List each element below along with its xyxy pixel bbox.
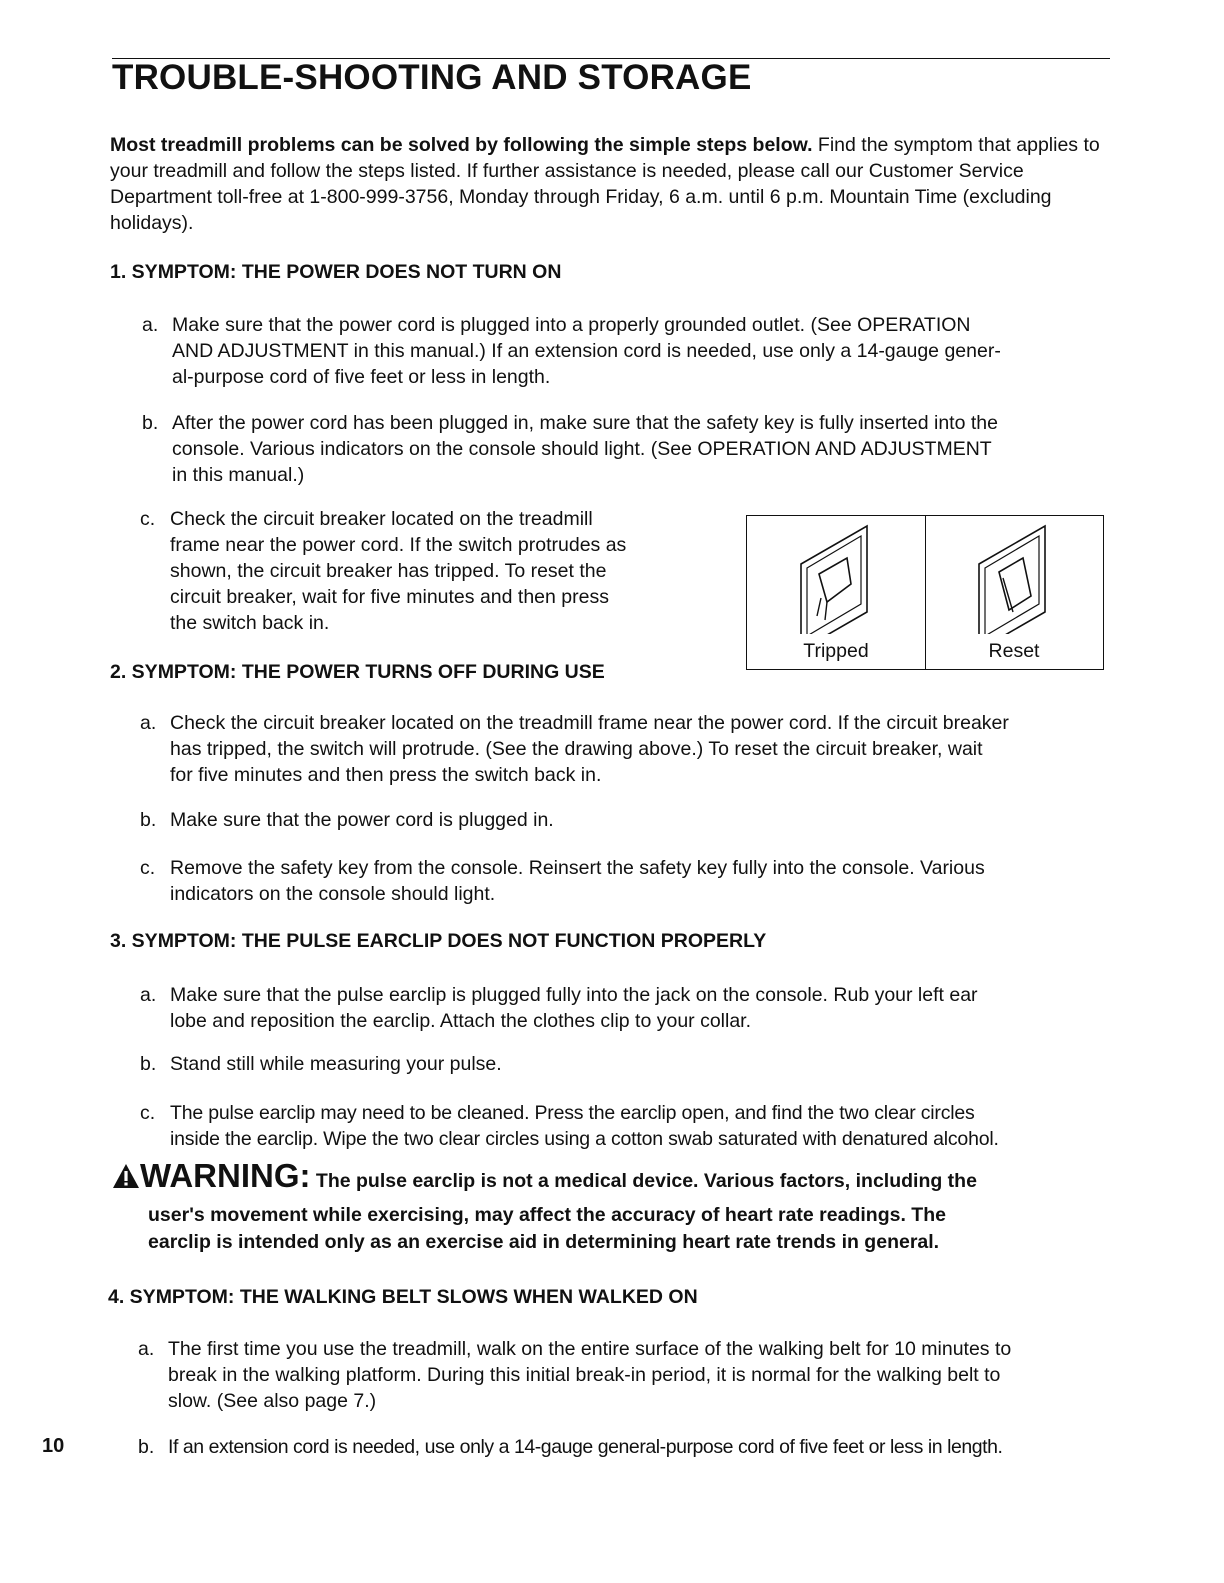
- switch-reset-icon: [975, 522, 1055, 634]
- warning-continuation: user's movement while exercising, may affect the accuracy of heart rate readings. The earclip is intended only as an exercise aid in determining heart rate trends in general.: [148, 1204, 946, 1253]
- symptom-3-heading: 3. SYMPTOM: THE PULSE EARCLIP DOES NOT FUNCTION PROPERLY: [110, 930, 767, 952]
- tripped-panel: [747, 516, 925, 669]
- page-title: TROUBLE-SHOOTING AND STORAGE: [112, 58, 752, 97]
- circuit-breaker-figure: [746, 515, 1104, 670]
- switch-tripped-icon: [797, 522, 877, 634]
- warning-line-1: The pulse earclip is not a medical device. Various factors, including the: [315, 1170, 977, 1192]
- symptom-2-heading: 2. SYMPTOM: THE POWER TURNS OFF DURING USE: [110, 661, 605, 683]
- warning-label: WARNING:: [140, 1157, 311, 1194]
- warning-triangle-icon: [112, 1163, 140, 1197]
- page-number: 10: [42, 1435, 65, 1457]
- reset-caption: Reset: [988, 640, 1040, 662]
- symptom-4-heading: 4. SYMPTOM: THE WALKING BELT SLOWS WHEN WALKED ON: [108, 1286, 698, 1308]
- symptom-1-heading: 1. SYMPTOM: THE POWER DOES NOT TURN ON: [110, 261, 562, 283]
- intro-paragraph: [110, 132, 1110, 236]
- tripped-caption: Tripped: [803, 640, 869, 662]
- intro-bold: Most treadmill problems can be solved by following the simple steps below.: [110, 134, 813, 156]
- intro-text: Find the symptom that applies to your treadmill and follow the steps listed. If further assistance is needed, please call our Customer Service Department toll-free at 1-800-999-3756, Monday through Friday, 6 a.m. until 6 p.m. Mountain Time (excluding holidays).: [110, 134, 1100, 234]
- warning-block: [112, 1157, 1112, 1253]
- reset-panel: [925, 516, 1103, 669]
